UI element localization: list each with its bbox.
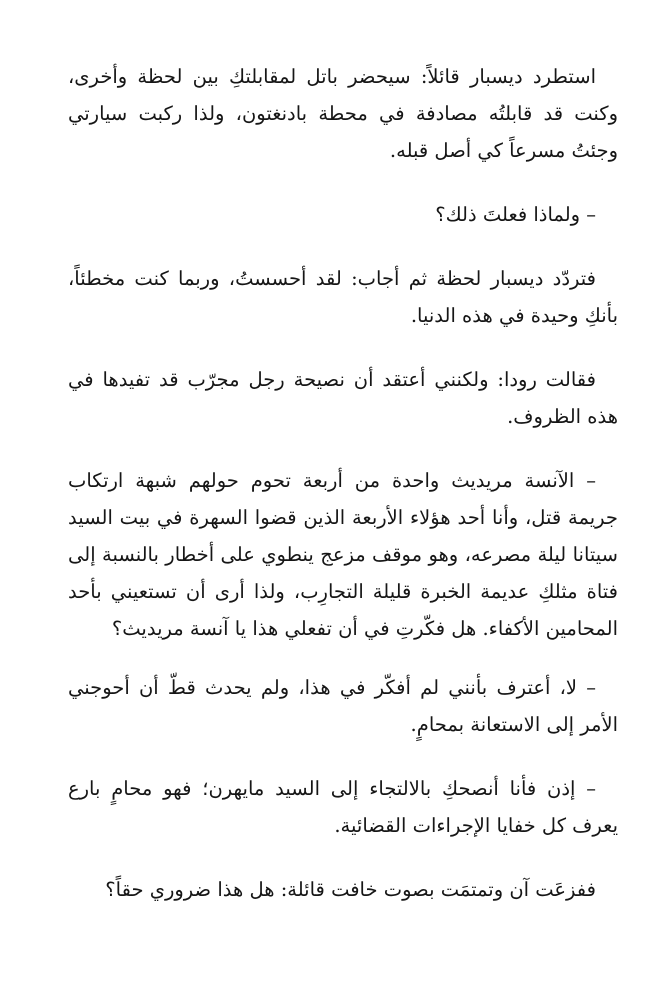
paragraph-rhoda-says: فقالت رودا: ولكنني أعتقد أن نصيحة رجل مجرّب قد تفيدها في هذه الظروف. (68, 368, 618, 428)
paragraph-despard-continues: استطرد ديسبار قائلاً: سيحضر باتل لمقابلتكِ بين لحظة وأخرى، وكنت قد قابلتُه مصادفة في محطة بادنغتون، ولذا ركبت سيارتي وجئتُ مسرعاً كي أصل قبله. (68, 65, 618, 162)
paragraph-despard-hesitates: فتردّد ديسبار لحظة ثم أجاب: لقد أحسستُ، وربما كنت مخطئاً، بأنكِ وحيدة في هذه الدنيا. (68, 267, 618, 327)
paragraph-why-question: – ولماذا فعلتَ ذلك؟ (435, 203, 596, 226)
book-page (68, 58, 618, 908)
paragraph-miss-meredith-suspects: – الآنسة مريديث واحدة من أربعة تحوم حولهم شبهة ارتكاب جريمة قتل، وأنا أحد هؤلاء الأربعة الذين قضوا السهرة في بيت السيد سيتانا ليلة مصرعه، وهو موقف مزعج ينطوي على أخطار بالنسبة إلى فتاة مثلكِ عديمة الخبرة قليلة التجارِب، ولذا أرى أن تستعيني بأحد المحامين الأكفاء. هل فكّرتِ في أن تفعلي هذا يا آنسة مريديث؟ (68, 469, 618, 640)
paragraph-anne-frightened: ففزعَت آن وتمتمَت بصوت خافت قائلة: هل هذا ضروري حقاً؟ (105, 878, 596, 901)
paragraph-advise-mayhern: – إذن فأنا أنصحكِ بالالتجاء إلى السيد مايهرن؛ فهو محامٍ بارع يعرف كل خفايا الإجراءات القضائية. (68, 777, 618, 837)
paragraph-no-lawyer: – لا، أعترف بأنني لم أفكّر في هذا، ولم يحدث قطّ أن أحوجني الأمر إلى الاستعانة بمحامٍ. (68, 676, 618, 736)
